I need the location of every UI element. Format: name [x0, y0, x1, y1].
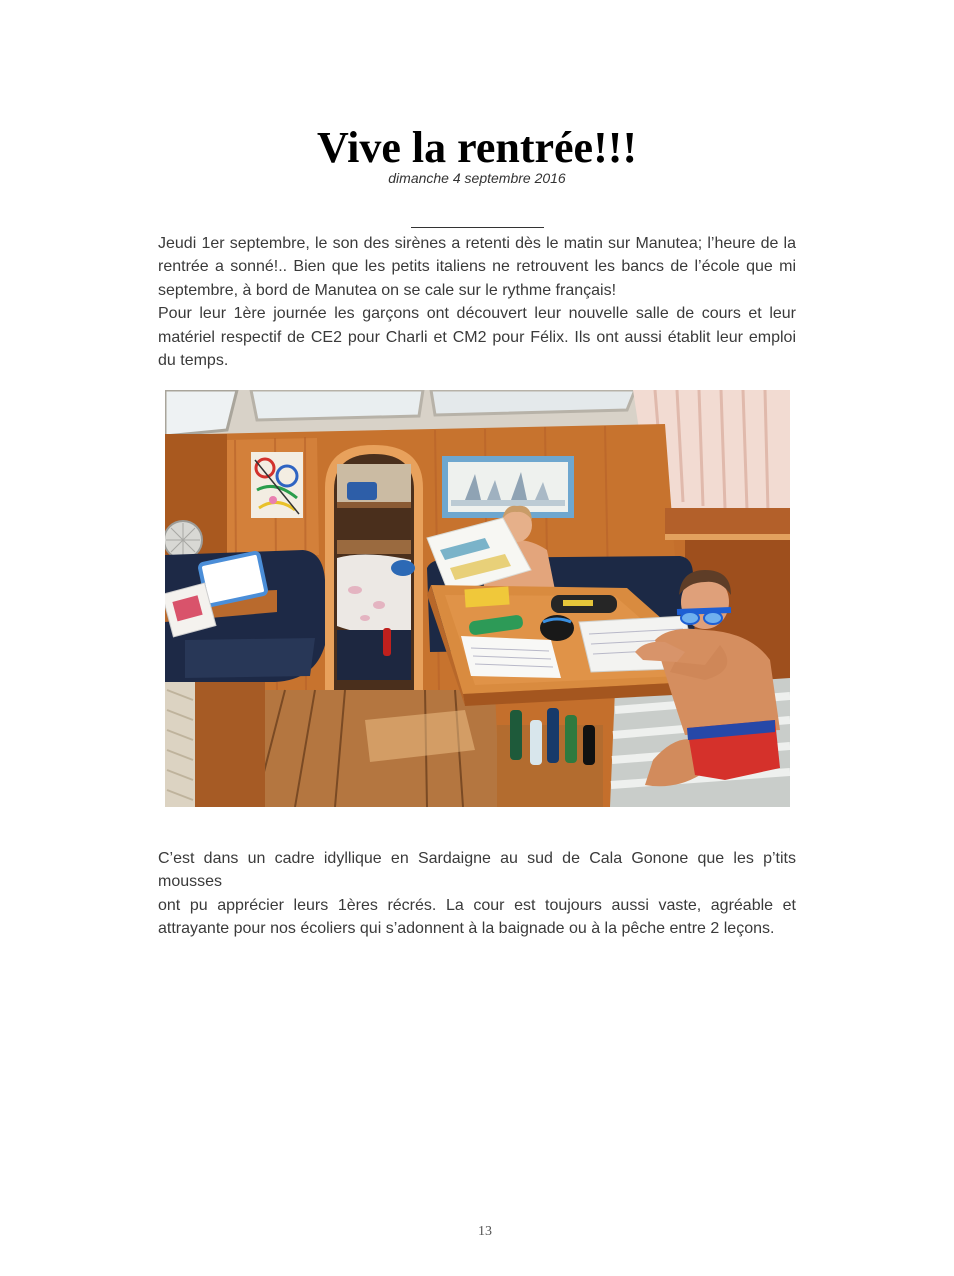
text-line: matériel respectif de CE2 pour Charli et CM2 pour Félix. Ils ont aussi établit leur emploi	[158, 328, 796, 346]
photo-child-drawing	[251, 452, 303, 518]
photo-floor	[225, 690, 500, 807]
text-line: C’est dans un cadre idyllique en Sardaigne au sud de Cala Gonone que les p’tits mousses	[158, 850, 796, 891]
text-line: Pour leur 1ère journée les garçons ont découvert leur nouvelle salle de cours et leur	[158, 305, 796, 323]
classroom-photo	[165, 390, 790, 807]
text-line: rentrée a sonné!.. Bien que les petits italiens ne retrouvent les bancs de l’école que mi	[158, 258, 796, 276]
photo-mast-pole	[165, 682, 265, 807]
text-line: ont pu apprécier leurs 1ères récrés. La cour est toujours aussi vaste, agréable et	[158, 896, 796, 914]
closing-text	[158, 847, 796, 941]
post-date: dimanche 4 septembre 2016	[388, 170, 566, 186]
paragraph	[158, 302, 796, 372]
page-number: 13	[478, 1224, 492, 1239]
text-line: Jeudi 1er septembre, le son des sirènes a retenti dès le matin sur Manutea; l’heure de la	[158, 235, 796, 252]
intro-text	[158, 232, 796, 372]
text-line: du temps.	[158, 352, 229, 370]
text-line: septembre, à bord de Manutea on se cale sur le rythme français!	[158, 281, 617, 299]
text-line: attrayante pour nos écoliers qui s’adonnent à la baignade ou à la pêche entre 2 leçons.	[158, 920, 775, 938]
post-title: Vive la rentrée!!!	[316, 123, 638, 172]
paragraph	[158, 232, 796, 302]
title-divider	[411, 227, 544, 228]
paragraph	[158, 847, 796, 941]
